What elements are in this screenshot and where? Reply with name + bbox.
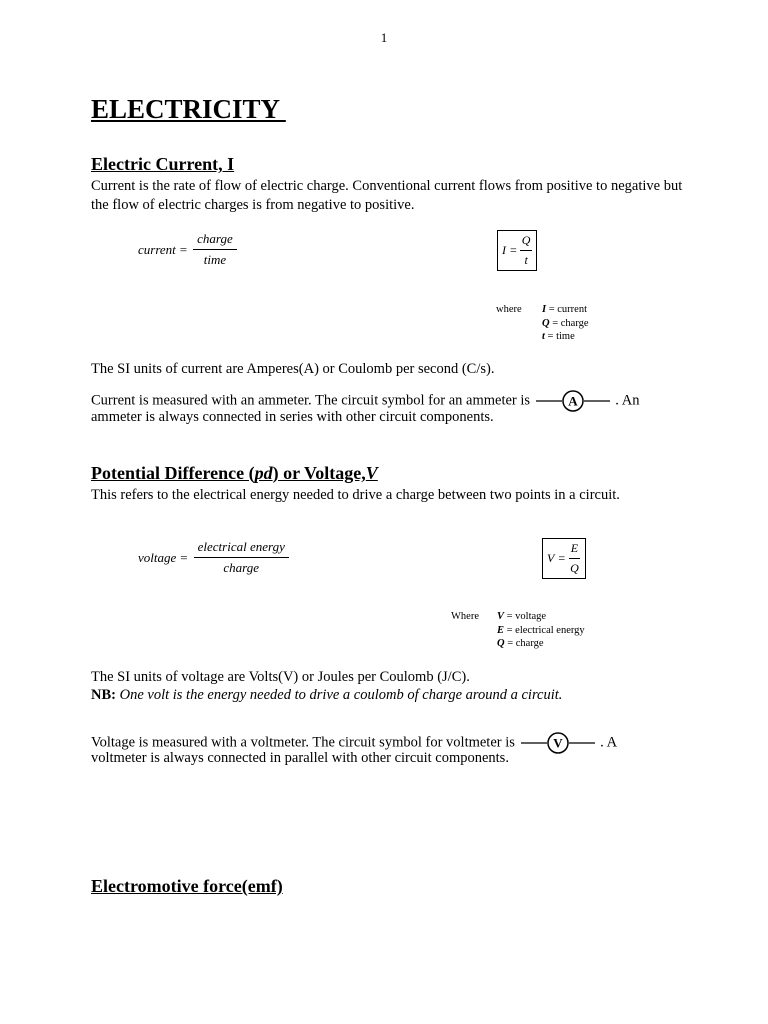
legend-symbol: V <box>497 611 505 622</box>
current-si-units: The SI units of current are Amperes(A) or Coulomb per second (C/s). <box>91 361 495 377</box>
legend-text: = electrical energy <box>504 624 585 636</box>
boxed-denominator: Q <box>570 561 579 575</box>
formula-fraction <box>194 539 289 576</box>
formula-lhs: voltage <box>138 549 177 565</box>
current-legend <box>496 303 589 344</box>
current-boxed-formula <box>497 230 537 271</box>
boxed-fraction <box>520 233 533 268</box>
voltage-legend <box>451 610 585 651</box>
heading-part-pd: pd <box>254 463 273 483</box>
legend-text: = time <box>544 331 575 342</box>
current-heading: Electric Current, I <box>91 154 235 174</box>
formula-denominator: time <box>203 252 227 267</box>
legend-symbol: Q <box>497 638 505 649</box>
ammeter-symbol-icon <box>534 389 612 413</box>
formula-lhs: current <box>138 241 176 257</box>
emf-heading: Electromotive force(emf) <box>91 876 283 896</box>
formula-numerator: charge <box>193 231 237 250</box>
ammeter-text-end: . An <box>615 392 640 409</box>
voltage-boxed-formula <box>542 538 586 579</box>
formula-denominator: charge <box>223 560 260 575</box>
legend-text: = charge <box>504 638 544 649</box>
equals-sign: = <box>179 241 188 257</box>
voltage-si-units: The SI units of voltage are Volts(V) or Joules per Coulomb (J/C). <box>91 669 470 685</box>
legend-symbol: Q <box>542 317 550 329</box>
boxed-lhs: I <box>502 243 506 257</box>
boxed-numerator: Q <box>520 233 533 251</box>
nb-note <box>91 686 562 705</box>
voltmeter-sentence-cont: voltmeter is always connected in parallel with other circuit components. <box>91 750 509 766</box>
boxed-denominator: t <box>524 253 528 267</box>
equals-sign: = <box>558 551 566 565</box>
legend-text: = voltage <box>504 611 547 622</box>
legend-label: where <box>496 304 522 315</box>
legend-text: = charge <box>549 317 589 329</box>
voltage-formula <box>138 539 289 576</box>
ammeter-sentence-cont: ammeter is always connected in series with other circuit components. <box>91 409 494 425</box>
equals-sign: = <box>510 243 517 257</box>
heading-part: ) or Voltage, <box>272 463 366 483</box>
boxed-fraction <box>568 541 581 576</box>
nb-text: One volt is the energy needed to drive a coulomb of charge around a circuit. <box>115 687 563 703</box>
voltmeter-text-end: . A <box>600 734 618 751</box>
boxed-lhs: V <box>547 551 555 565</box>
formula-fraction <box>193 231 237 268</box>
legend-label: Where <box>451 611 479 622</box>
legend-symbol: t <box>542 331 545 342</box>
voltmeter-symbol-icon <box>519 731 597 755</box>
legend-symbol: I <box>542 304 547 315</box>
voltage-heading <box>91 463 378 484</box>
ammeter-letter: A <box>567 393 578 409</box>
legend-text: = current <box>546 304 587 315</box>
page-number: 1 <box>380 30 388 45</box>
formula-numerator: electrical energy <box>194 539 289 558</box>
heading-part-var: V <box>365 463 378 483</box>
nb-label: NB: <box>91 687 116 703</box>
boxed-numerator: E <box>569 541 580 559</box>
ammeter-text: Current is measured with an ammeter. The circuit symbol for an ammeter is <box>91 392 531 409</box>
heading-part: Potential Difference ( <box>91 463 255 483</box>
legend-symbol: E <box>497 624 505 636</box>
voltage-paragraph: This refers to the electrical energy needed to drive a charge between two points in a circuit. <box>91 487 620 503</box>
voltmeter-text: Voltage is measured with a voltmeter. The circuit symbol for voltmeter is <box>91 734 515 751</box>
voltmeter-letter: V <box>552 735 563 751</box>
current-formula <box>138 231 237 268</box>
page-title: ELECTRICITY <box>91 94 286 124</box>
equals-sign: = <box>180 549 188 565</box>
current-paragraph: Current is the rate of flow of electric charge. Conventional current flows from positive to negative but the flow of electric charges is from negative to positive. <box>91 178 683 213</box>
